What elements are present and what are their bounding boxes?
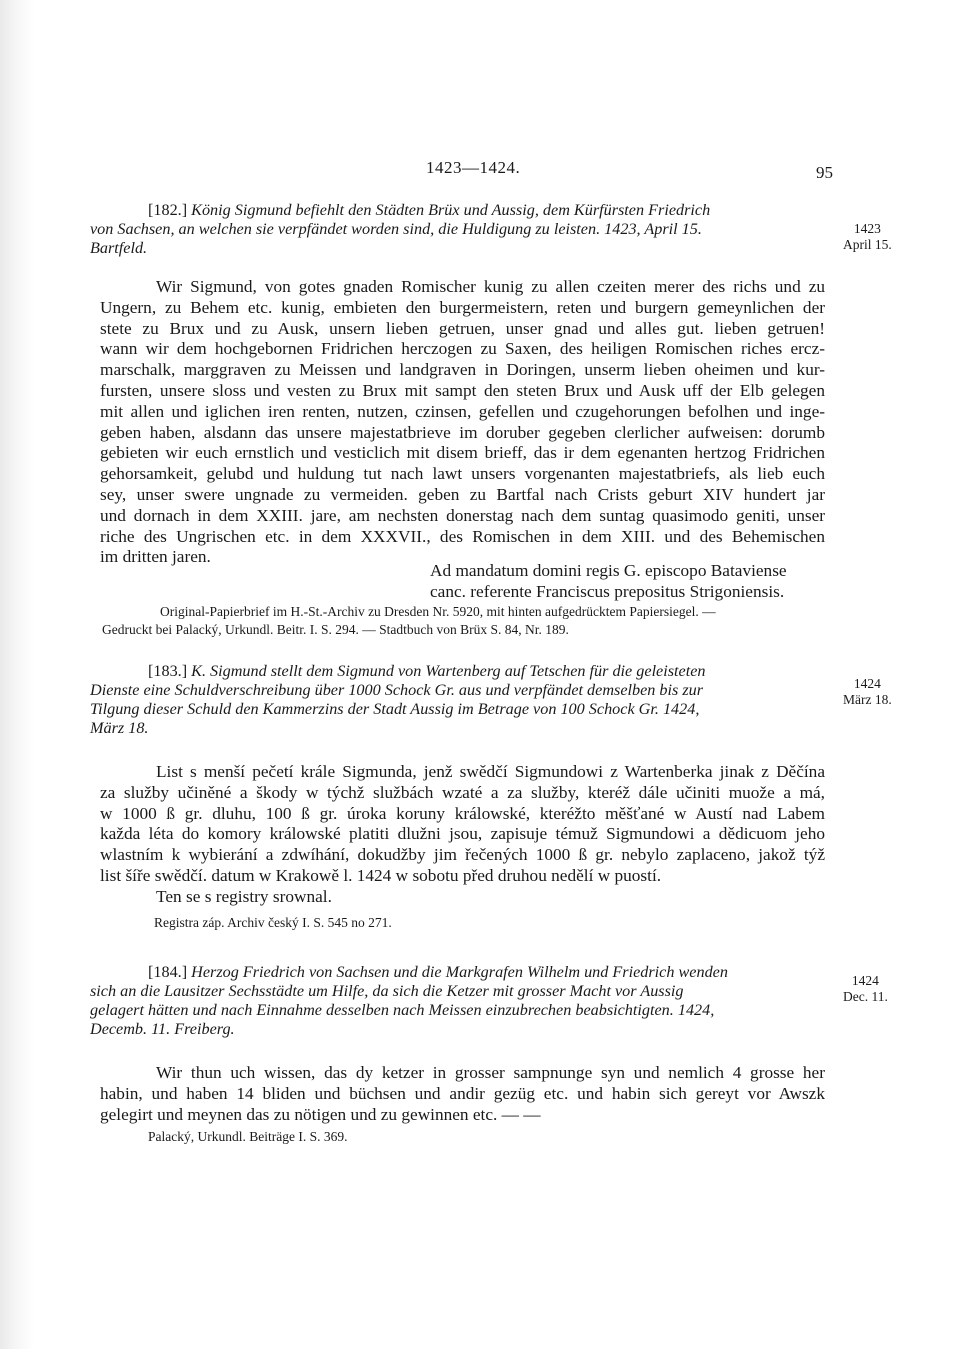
body-line: marschalk, marggraven zu Meissen und landgraven in Doringen, unserm lieben oheimen und kur- [100,360,825,380]
entry-182-source [102,603,716,639]
source-line: Gedruckt bei Palacký, Urkundl. Beitr. I. S. 294. — Stadtbuch von Brüx S. 84, Nr. 189. [102,622,569,637]
signature-line: Ad mandatum domini regis G. episcopo Bataviense [430,561,787,580]
body-line: und dornach in dem XXIII. jare, am nechsten donerstag nach dem suntag quasimodo geniti, unser [100,505,825,525]
heading-line: Bartfeld. [90,239,148,257]
heading-line: sich an die Lausitzer Sechsstädte um Hilfe, da sich die Ketzer mit grosser Macht vor Aussig [90,982,684,1000]
body-line: každa léta do komory králowské platiti dlužni jsou, zapisuje témuž Sigmundowi a dědicuom jeho [100,824,825,844]
body-line: wann wir dem hochgebornen Fridrichen herczogen zu Saxen, des heiligen Romischen riches ercz- [100,339,825,359]
margin-day: April 15. [843,237,892,252]
body-line: gebieten wir euch ernstlich und vesticlich mit disem brieff, das ir dem egenanten hertzog Fridrichen [100,443,825,463]
body-line: Wir Sigmund, von gotes gnaden Romischer kunig zu allen czeiten merer des richs und zu [156,277,825,296]
source-line: Palacký, Urkundl. Beiträge I. S. 369. [148,1129,348,1144]
body-line: im dritten jaren. [100,547,211,567]
body-line: Wir thun uch wissen, das dy ketzer in grosser sampnunge syn und nemlich 4 grosse her [156,1063,825,1082]
entry-number: [182.] [148,201,188,219]
entry-182-signature [430,560,787,602]
heading-line: Herzog Friedrich von Sachsen und die Markgrafen Wilhelm und Friedrich wenden [191,963,728,981]
body-line: Ungern, zu Behem etc. kunig, embieten den burgermeistern, reten und burgern gemeynlichen der [100,297,825,317]
entry-182-body [100,277,825,568]
body-line: stete zu Brux und zu Ausk, unsern lieben getruen, unser gnad und alles gut. lieben getruen! [100,318,825,338]
entry-183-heading [90,662,818,738]
source-line: Original-Papierbrief im H.-St.-Archiv zu Dresden Nr. 5920, mit hinten aufgedrücktem Papiersiegel. — [160,604,716,619]
body-line: gehorsamkeit, gelubd und huldung tut nach lawt unsers vorgenanten majestatbriefs, als lieb euch [100,464,825,484]
margin-day: März 18. [843,692,892,707]
entry-184-margin-date [843,973,888,1005]
body-line: sey, unser swere ungnade zu vermeiden. geben zu Bartfal nach Crists geburt XIV hundert jar [100,484,825,504]
entry-183-body [100,762,825,908]
entry-183-margin-date [843,676,892,708]
entry-183-source [154,914,392,932]
running-title: 1423—1424. [426,158,521,177]
body-line: riche des Ungrischen etc. in dem XXXVII., des Romischen in dem XIII. und des Behemischen [100,526,825,546]
margin-year: 1424 [853,676,881,691]
source-line: Registra záp. Archiv český I. S. 545 no 271. [154,915,392,930]
body-line: wlastním k wybierání a zdwíhání, dokudžby jim řečených 1000 ß gr. nebylo zaplaceno, jakož týž [100,845,825,865]
heading-line: K. Sigmund stellt dem Sigmund von Wartenberg auf Tetschen für die geleisteten [191,662,706,680]
heading-line: König Sigmund befiehlt den Städten Brüx und Aussig, dem Kürfürsten Friedrich [191,201,711,219]
body-line: geben haben, alsdann das unsere majestatbrieve im doruber gegeben clerlicher aufweisen: dorumb [100,422,825,442]
entry-number: [183.] [148,662,188,680]
entry-184-body [100,1063,825,1125]
body-line: w 1000 ß gr. dluhu, 100 ß gr. úroka koruny králowské, kteréžto měšťané w Austí nad Labem [100,803,825,823]
scan-edge-shadow [0,0,34,1349]
signature-line: canc. referente Franciscus prepositus Strigoniensis. [430,582,785,601]
margin-year: 1423 [853,221,881,236]
entry-182-margin-date [843,221,892,253]
heading-line: Decemb. 11. Freiberg. [90,1020,235,1038]
page-number: 95 [816,163,833,182]
body-line: fursten, unsere sloss und vesten zu Brux mit sampt den steten Brux und Ausk uff der Elb gelegen [100,380,825,400]
body-line: gelegirt und meynen das zu nötigen und zu gewinnen etc. — — [100,1104,541,1124]
body-line: list šíře swědčí. datum w Krakowě l. 1424 w sobotu před druhou nedělí w puostí. [100,865,662,885]
heading-line: Tilgung dieser Schuld den Kammerzins der Stadt Aussig im Betrage von 100 Schock Gr. 1424, [90,700,700,718]
entry-184-source [148,1128,347,1146]
body-line: za služby učiněné a škody w týchž službách wzaté a za služby, kteréž dále učiniti muože a má, [100,782,825,802]
body-line: habin, und haben 14 bliden und büchsen und andir gezüg etc. und habin sich gereyt vor Awszk [100,1083,825,1103]
entry-182-heading [90,201,818,258]
margin-year: 1424 [851,973,879,988]
entry-number: [184.] [148,963,188,981]
body-line: Ten se s registry srownal. [156,886,332,906]
entry-184-heading [90,963,818,1039]
heading-line: von Sachsen, an welchen sie verpfändet worden sind, die Huldigung zu leisten. 1423, April 15. [90,220,702,238]
body-line: mit allen und iglichen iren renten, nutzen, czinsen, gefellen und czugehorungen befolhen und inge- [100,401,825,421]
heading-line: März 18. [90,719,149,737]
margin-day: Dec. 11. [843,989,888,1004]
heading-line: gelagert hätten und nach Einnahme desselben nach Meissen einzubrechen beabsichtigten. 1424, [90,1001,715,1019]
heading-line: Dienste eine Schuldverschreibung über 1000 Schock Gr. aus und verpfändet demselben bis zur [90,681,704,699]
body-line: List s menší pečetí krále Sigmunda, jenž swědčí Sigmundowi z Wartenberka jinak z Děčína [156,762,825,781]
